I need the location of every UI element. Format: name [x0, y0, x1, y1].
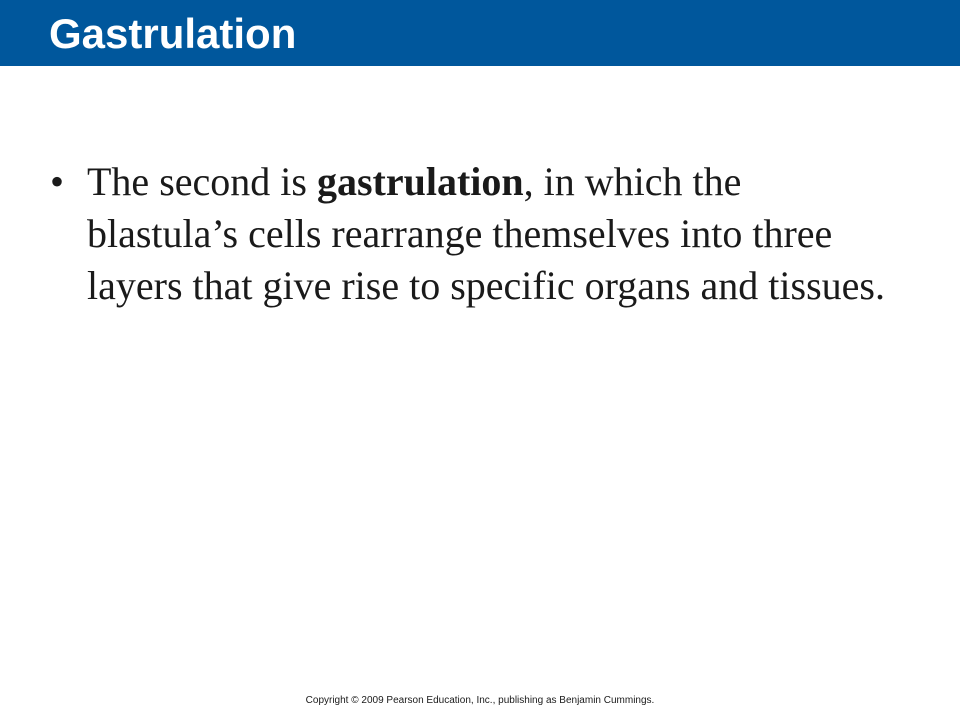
bullet-text [87, 159, 885, 308]
bullet-item [50, 156, 900, 312]
title-bar [0, 0, 960, 66]
bullet-list [50, 156, 900, 312]
slide-title: Gastrulation [49, 10, 297, 57]
bullet-dot-icon: • [50, 159, 65, 204]
bullet-text-end: , in which the blastula’s cells rearrange themselves into three layers that give rise to specific organs and tissues. [87, 159, 885, 308]
copyright-notice: Copyright © 2009 Pearson Education, Inc., publishing as Benjamin Cummings. [305, 695, 655, 706]
bullet-term-bold: gastrulation [316, 159, 524, 204]
bullet-text-start: The second is [87, 159, 317, 204]
